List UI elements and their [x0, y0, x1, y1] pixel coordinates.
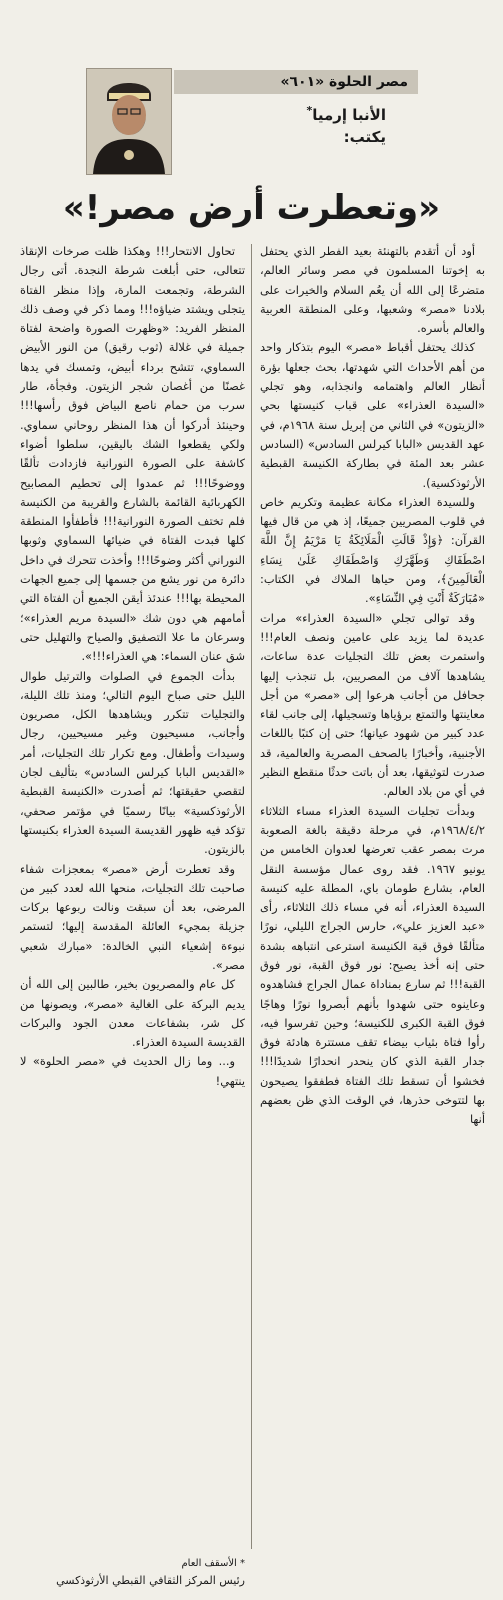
article-title: «وتعطرت أرض مصر!» — [62, 188, 441, 228]
signature-mark: * — [240, 1558, 245, 1569]
paragraph: وبدأت تجليات السيدة العذراء مساء الثلاثاء ١٩٦٨/٤/٢م، في مرحلة دقيقة بالغة الصعوبة مرت بمصر عقب تعرضها لعدوان الخامس من يونيو ١٩٦٧. فقد روى عمال مؤسسة النقل العام، بشارع طومان باي، المطلة عليه كنيسة السيدة العذراء، أنه في مساء ذلك الثلاثاء، رأى «عبد العزيز علي»، حارس الجراج الليلي، نورًا متألقًا فوق قبة الكنيسة استرعى انتباهه بشدة حتى إنه أخذ يصيح: نور فوق القبة، نور فوق القبة!!! ثم سارع بمناداة عمال الجراج فشاهدوه وعاينوه حتى شهدوا بأنهم أبصروا نورًا وهاجًا فوق القبة الكبرى للكنيسة؛ وحين تفرسوا فيه، رأوا فتاة بثياب بيضاء تقف مستترة هادئة فوق جدار القبة الذي كان ينحدر انحدارًا شديدًا!!! فخشوا أن تسقط تلك الفتاة فطفقوا يصيحون بها لتتوخى حذرها، في الوقت الذي ظن بعضهم أنها — [260, 803, 485, 1127]
paragraph: بدأت الجموع في الصلوات والترتيل طوال الليل حتى صباح اليوم التالي؛ ومنذ تلك الليلة، والتجليات تتكرر ويشاهدها الكل، مصريون وأجانب، مسيحيون وغير مسيحيين، رجال وسيدات وأطفال. ومع تكرار تلك التجليات، أمر «القديس البابا كيرلس السادس» بتأليف لجان لتقصي حقيقتها؛ ثم أصدرت «الكنيسة القبطية الأرثوذكسية» بيانًا رسميًا في مؤتمر صحفي، تؤكد فيه ظهور القديسة السيدة العذراء بكنيستها بالزيتون. — [20, 668, 245, 857]
paragraph: وقد توالى تجلي «السيدة العذراء» مرات عديدة لما يزيد على عامين ونصف العام!!! واستمرت بعض تلك التجليات عدة ساعات، يشاهدها آلاف من المصريين، بل تنجذب إليها جحافل من أجانب هرعوا إلى «مصر» من أجل معاينتها والتمتع برؤياها وتسجيلها، إلى جانب لقاء عدد كبير من شهود عيانها؛ حتى إن كتبًا باللغات الأجنبية، وأخبارًا بالصحف المصرية والعالمية، قد صدرت لتوثيقها، بعد أن باتت حدثًا منقطع النظير في أي من بلاد العالم. — [260, 610, 485, 799]
author-name-text: الأنبا إرميا — [312, 106, 386, 124]
article-header — [86, 48, 418, 180]
paragraph: وللسيدة العذراء مكانة عظيمة وتكريم خاص في قلوب المصريين جميعًا، إذ هي من قال فيها القرآن: ﴿وَإِذْ قَالَتِ الْمَلَائِكَةُ يَا مَرْيَمُ إِنَّ اللَّهَ اصْطَفَاكِ وَطَهَّرَكِ وَاصْطَفَاكِ عَلَىٰ نِسَاءِ الْعَالَمِينَ﴾، ومن حياها الملاك في الكتاب: «مُبَارَكَةٌ أَنْتِ فِي النِّسَاءِ». — [260, 494, 485, 606]
author-photo-icon — [87, 69, 171, 174]
article-column-right — [260, 242, 485, 1552]
signature-title-text: الأسقف العام — [181, 1558, 237, 1569]
column-series-label: مصر الحلوة «٦٠١» — [280, 74, 408, 90]
paragraph: تحاول الانتحار!!! وهكذا ظلت صرخات الإنقاذ تتعالى، حتى أبلغت شرطة النجدة. أتى رجال الشرطة، وتجمعت المارة، وإذا منظر الفتاة يتجلى ويشتد ضياؤه!!! ومما ذكر في وصف ذلك المنظر الفريد: «وظهرت الصورة واضحة لفتاة جميلة في غلالة (ثوب رقيق) من النور الأبيض السماوي، تتشح برداء أبيض، وتمسك في يدها غصنًا من أغصان شجر الزيتون. وفجأة، طار سرب من حمام ناصع البياض فوق رأسها!!! وحينئذ أدركوا أن هذا المنظر روحاني سماوي. ولكي يقطعوا الشك باليقين، سلطوا أضواء كاشفة على الصورة النورانية فازدادت تألقًا ووضوحًا!!! ثم عمدوا إلى تحطيم المصابيح الكهربائية القائمة بالشارع والقريبة من الكنيسة فلم تختف الصورة النورانية!!! فأطفأوا المنطقة كلها فبدت الفتاة في ضيائها السماوي وثوبها النوراني أكثر وضوحًا!!! وأخذت تتحرك في داخل دائرة من نور يشع من جسمها إلى جميع الجهات المحيطة بها!!! عندئذ أيقن الجميع أن الفتاة التي أمامهم هي دون شك «السيدة مريم العذراء»؛ وسرعان ما علا التصفيق والصياح والتهليل حتى شق عنان السماء: هي العذراء!!!». — [20, 244, 245, 664]
signature-organization: رئيس المركز الثقافي القبطي الأرثوذكسي — [56, 1574, 245, 1587]
author-name — [306, 104, 386, 124]
paragraph: كل عام والمصريون بخير، طالبين إلى الله أن يديم البركة على الغالية «مصر»، ويصونها من كل شر، بشفاعات معدن الجود والبركات القديسة السيدة العذراء. — [20, 977, 245, 1050]
column-divider — [251, 244, 252, 1549]
column-series-bar — [174, 70, 418, 94]
article-column-left — [20, 242, 245, 1552]
paragraph: كذلك يحتفل أقباط «مصر» اليوم بتذكار واحد من أهم الأحداث التي شهدتها، بحث جعلها بؤرة أنظار العالم واهتمامه وانجذابه، وهو تجلي «السيدة العذراء» على قباب كنيستها بحي «الزيتون» في الثاني من إبريل سنة ١٩٦٨م، في عهد القديس «البابا كيرلس السادس» (السادس عشر بعد المئة في بطاركة الكنيسة القبطية الأرثوذكسية). — [260, 340, 485, 490]
paragraph: أود أن أتقدم بالتهنئة بعيد الفطر الذي يحتفل به إخوتنا المسلمون في مصر وسائر العالم، متضرعًا إلى الله أن يعُم السلام والخيرات على بلادنا «مصر» وشعبها، وعلى المنطقة العربية والعالم بأسره. — [260, 244, 485, 336]
author-footnote-mark: * — [306, 104, 313, 117]
author-portrait — [86, 68, 172, 175]
signature-title — [20, 1555, 245, 1572]
author-signature — [20, 1555, 245, 1589]
paragraph: وقد تعطرت أرض «مصر» بمعجزات شفاء صاحبت تلك التجليات، منحها الله لعدد كبير من المرضى، بعد أن سبقت ونالت ربوعها بركات جزيلة بمجيء العائلة المقدسة إليها؛ لتستمر نبوءة إشعياء النبي الخالدة: «مبارك شعبي مصر». — [20, 861, 245, 972]
paragraph: و... وما زال الحديث في «مصر الحلوة» لا ينتهي! — [20, 1054, 245, 1088]
writes-label: يكتب: — [343, 128, 386, 146]
